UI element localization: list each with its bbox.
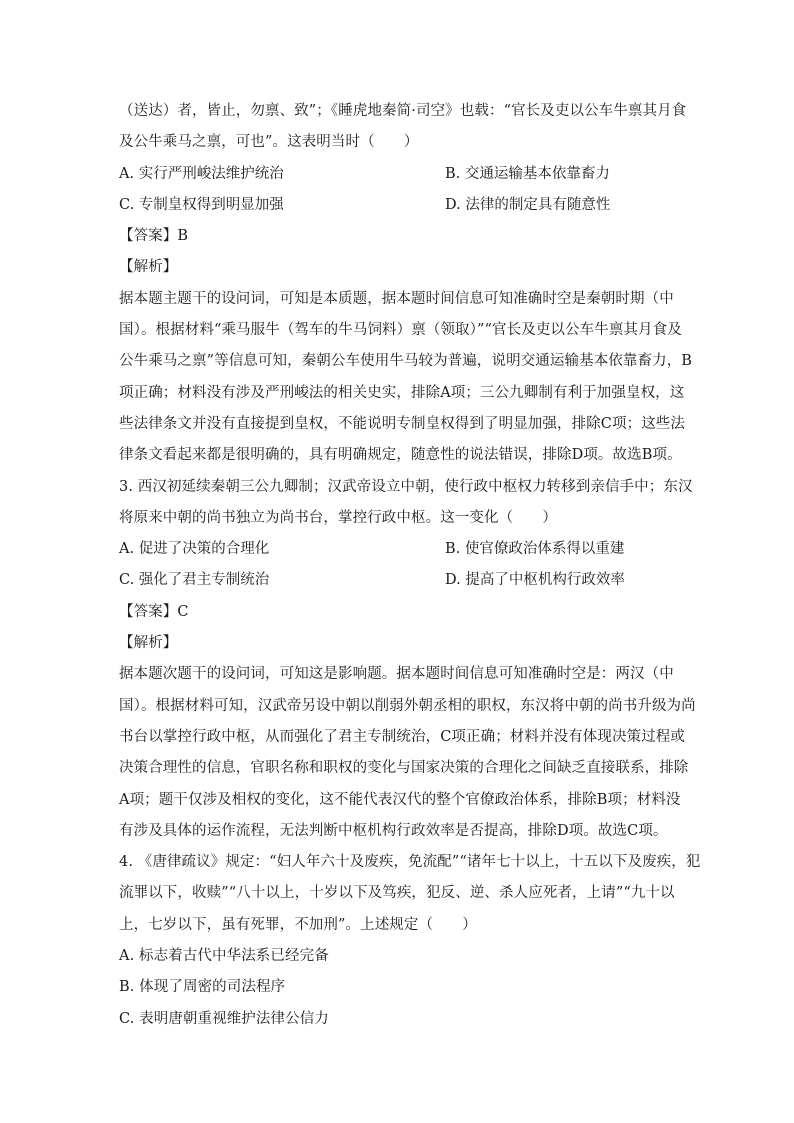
analysis-line: 据本题主题干的设问词，可知是本质题，据本题时间信息可知准确时空是秦朝时期（中 [119,290,674,307]
analysis-line: 项正确；材料没有涉及严刑峻法的相关史实，排除A项；三公九卿制有利于加强皇权，这 [119,384,685,401]
option-a: A. 标志着古代中华法系已经完备 [119,948,329,965]
document-page [119,96,701,1035]
option-d: D. 提高了中枢机构行政效率 [445,572,625,589]
analysis-line: 公牛乘马之禀”等信息可知，秦朝公车使用牛马较为普遍，说明交通运输基本依靠畜力，B [119,353,693,370]
question-2-stem-line: （送达）者，皆止，勿禀、致”；《睡虎地秦简·司空》也载：“官长及吏以公车牛禀其月食 [119,103,687,119]
question-3 [119,472,696,848]
answer: 【答案】C [119,603,189,620]
option-b: B. 体现了周密的司法程序 [119,979,286,996]
analysis-line: 书台以掌控行政中枢，从而强化了君主专制统治，C项正确；材料并没有体现决策过程或 [119,728,685,745]
analysis-line: A项；题干仅涉及相权的变化，这不能代表汉代的整个官僚政治体系，排除B项；材料没 [119,791,681,808]
analysis-line: 据本题次题干的设问词，可知这是影响题。据本题时间信息可知准确时空是：两汉（中 [119,666,674,683]
analysis-line: 律条文看起来都是很明确的，具有明确规定，随意性的说法错误，排除D项。故选B项。 [119,447,682,464]
options-row [119,159,679,190]
analysis-line: 国）。根据材料“乘马服牛（驾车的牛马饲料）禀（领取）”“官长及吏以公车牛禀其月食及 [119,322,682,339]
question-4-stem-line: 4. 《唐律疏议》规定：“妇人年六十及废疾，免流配”“诸年七十以上，十五以下及废疾，犯 [119,854,701,871]
option-a: A. 实行严刑峻法维护统治 [119,165,284,182]
question-4-stem-line: 流罪以下，收赎”“八十以上，十岁以下及笃疾，犯反、逆、杀人应死者，上请”“九十以 [119,885,675,902]
analysis-line: 国）。根据材料可知，汉武帝另设中朝以削弱外朝丞相的职权，东汉将中朝的尚书升级为尚 [119,697,696,714]
option-a: A. 促进了决策的合理化 [119,541,270,558]
options-row [119,190,679,221]
question-2-stem-line: 及公牛乘马之禀，可也”。这表明当时（ ） [119,134,419,151]
answer: 【答案】B [119,228,189,245]
question-4 [119,847,701,1035]
option-c: C. 强化了君主专制统治 [119,572,270,589]
analysis-line: 些法律条文并没有直接提到皇权，不能说明专制皇权得到了明显加强，排除C项；这些法 [119,415,685,432]
options-row [119,534,679,565]
question-3-stem-line: 将原来中朝的尚书独立为尚书台，掌控行政中枢。这一变化（ ） [119,509,557,526]
option-c: C. 表明唐朝重视维护法律公信力 [119,1010,329,1027]
analysis-label: 【解析】 [119,635,178,652]
options-row [119,565,679,596]
question-3-stem-line: 3. 西汉初延续秦朝三公九卿制；汉武帝设立中朝，使行政中枢权力转移到亲信手中；东汉 [119,478,693,495]
analysis-line: 决策合理性的信息，官职名称和职权的变化与国家决策的合理化之间缺乏直接联系，排除 [119,760,689,777]
option-b: B. 使官僚政治体系得以重建 [445,541,625,558]
option-d: D. 法律的制定具有随意性 [445,196,611,213]
option-b: B. 交通运输基本依靠畜力 [445,165,610,182]
question-4-stem-line: 上，七岁以下，虽有死罪，不加刑”。上述规定（ ） [119,916,477,933]
question-2 [119,96,693,472]
analysis-line: 有涉及具体的运作流程，无法判断中枢机构行政效率是否提高，排除D项。故选C项。 [119,822,668,839]
analysis-label: 【解析】 [119,259,178,276]
option-c: C. 专制皇权得到明显加强 [119,196,284,213]
